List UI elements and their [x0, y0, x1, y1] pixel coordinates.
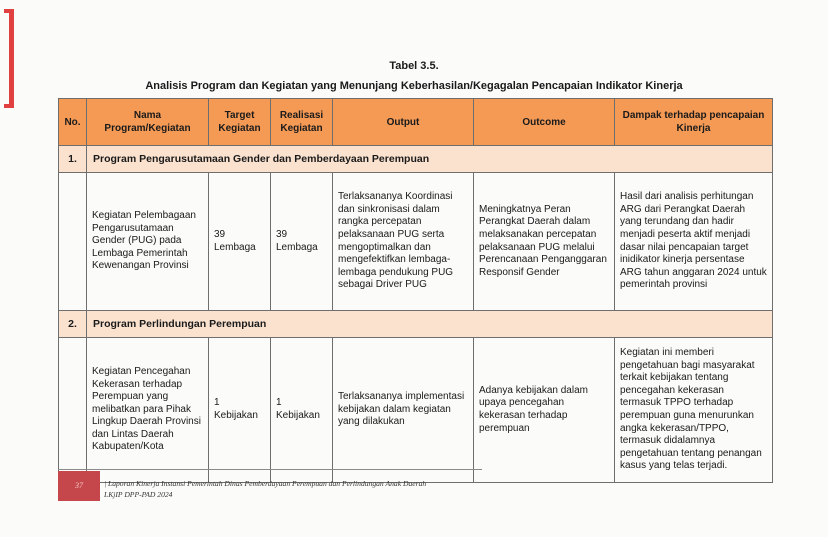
header-target: Target Kegiatan: [209, 99, 271, 146]
section-no: 1.: [59, 146, 87, 173]
header-realisasi: Realisasi Kegiatan: [271, 99, 333, 146]
table-number: Tabel 3.5.: [389, 60, 439, 72]
section-program: Program Perlindungan Perempuan: [87, 311, 773, 338]
table-row: [59, 173, 773, 311]
section-row: [59, 146, 773, 173]
cell-realisasi: 1 Kebijakan: [271, 338, 333, 483]
cell-target: 39 Lembaga: [209, 173, 271, 311]
header-name: Nama Program/Kegiatan: [87, 99, 209, 146]
cell-empty: [59, 338, 87, 483]
header-output: Output: [333, 99, 474, 146]
cell-dampak: Hasil dari analisis perhitungan ARG dari Perangkat Daerah yang terundang dan hadir menjadi peserta aktif menjadi dasar nilai pencapaian target inidikator kinerja persentase ARG tahun anggaran 2024 untuk pemerintah provinsi: [615, 173, 773, 311]
cell-target: 1 Kebijakan: [209, 338, 271, 483]
header-outcome: Outcome: [474, 99, 615, 146]
footer-page-number: 37: [58, 471, 100, 501]
section-program: Program Pengarusutamaan Gender dan Pemberdayaan Perempuan: [87, 146, 773, 173]
cell-outcome: Meningkatnya Peran Perangkat Daerah dalam melaksanakan percepatan pelaksanaan PUG melalui Perencanaan Penganggaran Responsif Gender: [474, 173, 615, 311]
table-header-row: [59, 99, 773, 146]
cell-activity-name: Kegiatan Pelembagaan Pengarusutamaan Gender (PUG) pada Lembaga Pemerintah Kewenangan Provinsi: [87, 173, 209, 311]
footer-line-2: LKjIP DPP-PAD 2024: [104, 490, 173, 499]
cell-activity-name: Kegiatan Pencegahan Kekerasan terhadap Perempuan yang melibatkan para Pihak Lingkup Daerah Provinsi dan Lintas Daerah Kabupaten/Kota: [87, 338, 209, 483]
header-dampak: Dampak terhadap pencapaian Kinerja: [615, 99, 773, 146]
cell-output: Terlaksananya Koordinasi dan sinkronisasi dalam rangka percepatan pelaksanaan PUG serta mengoptimalkan dan mengefektifkan lembaga-lembaga pendukung PUG sebagai Driver PUG: [333, 173, 474, 311]
footer-divider: [58, 469, 482, 470]
cell-empty: [59, 173, 87, 311]
cell-output: Terlaksananya implementasi kebijakan dalam kegiatan yang dilakukan: [333, 338, 474, 483]
red-bracket-decoration: [4, 9, 16, 108]
cell-dampak: Kegiatan ini memberi pengetahuan bagi masyarakat terkait kebijakan tentang pencegahan kekerasan termasuk TPPO terhadap perempuan guna menurunkan angka kekerasan/TPPO, termasuk didalamnya pengetahuan tentang penangan kasus yang telas terjadi.: [615, 338, 773, 483]
program-analysis-table: [58, 98, 773, 483]
table-title: Analisis Program dan Kegiatan yang Menunjang Keberhasilan/Kegagalan Pencapaian Indikator Kinerja: [145, 80, 683, 92]
table-row: [59, 338, 773, 483]
footer-text: [104, 478, 426, 500]
cell-realisasi: 39 Lembaga: [271, 173, 333, 311]
cell-outcome: Adanya kebijakan dalam upaya pencegahan kekerasan terhadap perempuan: [474, 338, 615, 483]
section-no: 2.: [59, 311, 87, 338]
footer-line-1: | Laporan Kinerja Instansi Pemerintah Dinas Pemberdayaan Perempuan dan Perlindungan Anak Daerah: [104, 479, 427, 488]
section-row: [59, 311, 773, 338]
header-no: No.: [59, 99, 87, 146]
